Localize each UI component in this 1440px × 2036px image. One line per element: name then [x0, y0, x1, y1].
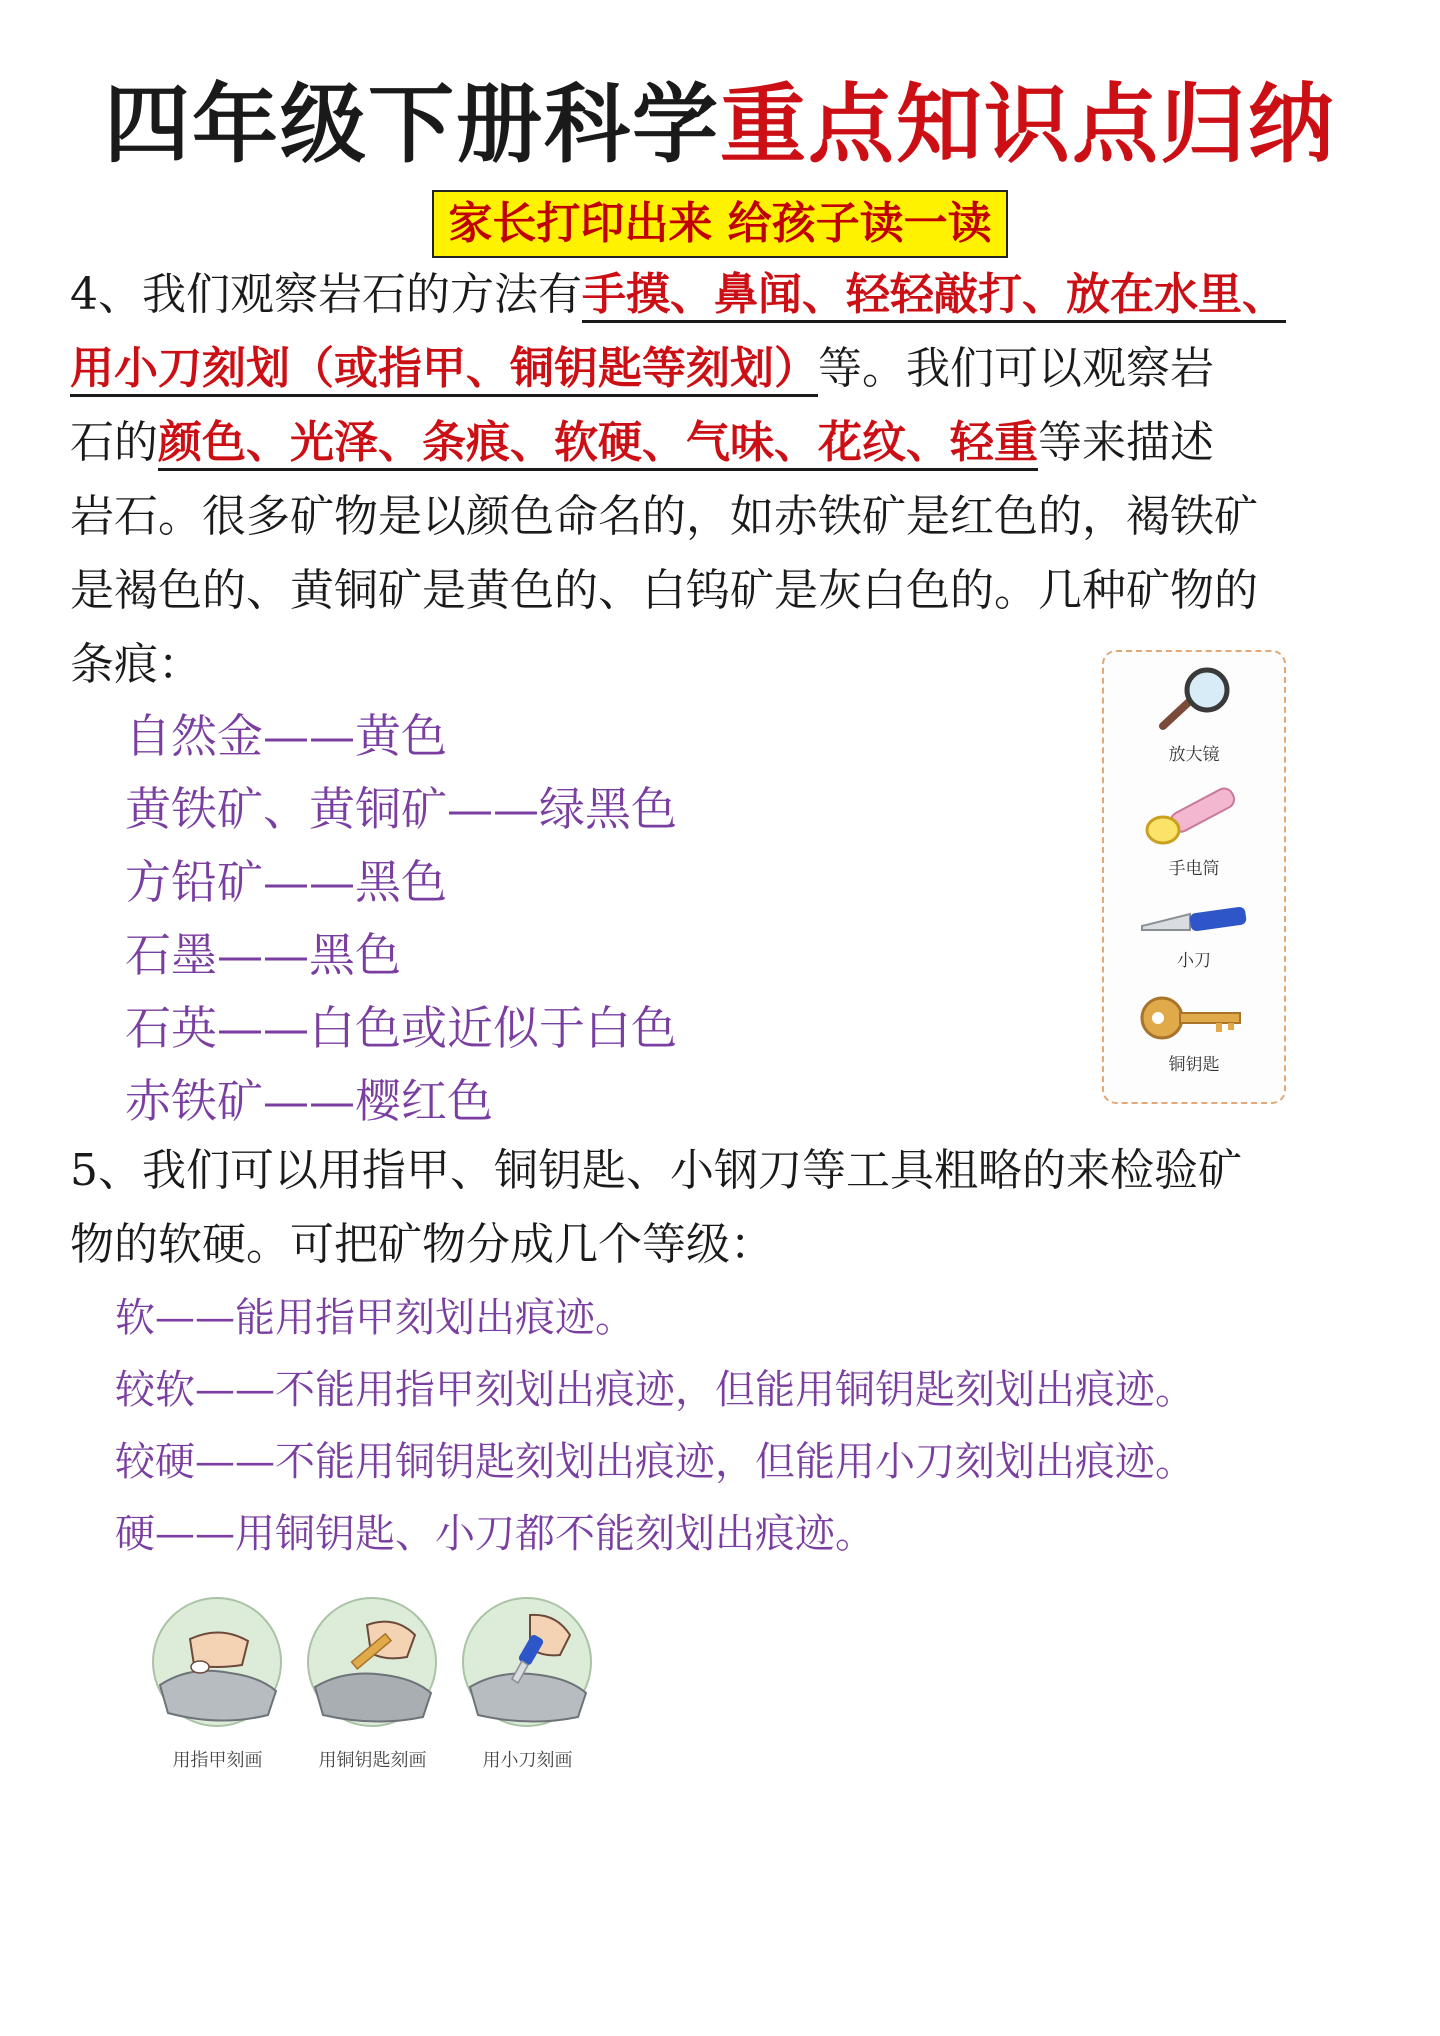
streak-item: 自然金——黄色 [125, 709, 447, 763]
subtitle-banner: 家长打印出来 给孩子读一读 [432, 190, 1007, 258]
methods-highlight-1: 手摸、鼻闻、轻轻敲打、放在水里、 [582, 269, 1286, 323]
hardness-item: 较软——不能用指甲刻划出痕迹，但能用铜钥匙刻划出痕迹。 [115, 1367, 1195, 1413]
features-highlight: 颜色、光泽、条痕、软硬、气味、花纹、轻重 [158, 417, 1038, 471]
methods-highlight-2: 用小刀刻划（或指甲、铜钥匙等刻划） [70, 343, 818, 397]
section4-text2: 等。我们可以观察岩 [818, 343, 1214, 394]
streak-item: 石英——白色或近似于白色 [125, 1001, 677, 1055]
tool-label: 铜钥匙 [1168, 1055, 1220, 1075]
scratch-fingernail [150, 1595, 285, 1772]
fingernail-scratch-illustration [150, 1595, 285, 1730]
tools-panel [1102, 650, 1286, 1104]
scratch-key [305, 1595, 440, 1772]
scratch-knife [460, 1595, 595, 1772]
hardness-item: 软——能用指甲刻划出痕迹。 [115, 1295, 635, 1341]
section4-line4: 岩石。很多矿物是以颜色命名的，如赤铁矿是红色的，褐铁矿 [70, 491, 1258, 542]
section4-text3: 石的 [70, 417, 158, 468]
illustration-label: 用铜钥匙刻画 [318, 1750, 427, 1771]
tool-label: 放大镜 [1168, 745, 1220, 765]
illustration-label: 用小刀刻画 [482, 1750, 573, 1771]
illustration-label: 用指甲刻画 [172, 1750, 263, 1771]
section4-line5: 是褐色的、黄铜矿是黄色的、白钨矿是灰白色的。几种矿物的 [70, 565, 1258, 616]
subtitle-wrap [0, 190, 1440, 258]
knife-scratch-illustration [460, 1595, 595, 1730]
section4-line2 [70, 332, 1380, 406]
section4-line6: 条痕： [70, 639, 202, 690]
hardness-item: 较硬——不能用铜钥匙刻划出痕迹，但能用小刀刻划出痕迹。 [115, 1439, 1195, 1485]
streak-item: 方铅矿——黑色 [125, 855, 447, 909]
section4-line1 [70, 258, 1380, 332]
page-title [0, 70, 1440, 180]
key-scratch-illustration [305, 1595, 440, 1730]
knife-icon [1134, 892, 1254, 942]
flashlight-icon [1139, 780, 1249, 850]
tool-label: 小刀 [1177, 951, 1211, 971]
hardness-item: 硬——用铜钥匙、小刀都不能刻划出痕迹。 [115, 1511, 875, 1557]
tool-key [1104, 990, 1284, 1075]
section4-line3 [70, 406, 1380, 480]
title-red: 重点知识点归纳 [720, 75, 1336, 175]
tool-magnifier [1104, 666, 1284, 765]
key-icon [1134, 990, 1254, 1046]
section5-line1: 5、我们可以用指甲、铜钥匙、小钢刀等工具粗略的来检验矿 [70, 1145, 1242, 1196]
title-black: 四年级下册科学 [104, 75, 720, 175]
tool-label: 手电筒 [1168, 859, 1220, 879]
section4-intro: 4、我们观察岩石的方法有 [70, 269, 582, 320]
section4-text4: 等来描述 [1038, 417, 1214, 468]
streak-item: 赤铁矿——樱红色 [125, 1074, 493, 1128]
section5-line2: 物的软硬。可把矿物分成几个等级： [70, 1219, 774, 1270]
tool-flashlight [1104, 780, 1284, 879]
magnifier-icon [1149, 666, 1239, 736]
tool-knife [1104, 892, 1284, 971]
streak-item: 黄铁矿、黄铜矿——绿黑色 [125, 782, 677, 836]
streak-item: 石墨——黑色 [125, 928, 401, 982]
